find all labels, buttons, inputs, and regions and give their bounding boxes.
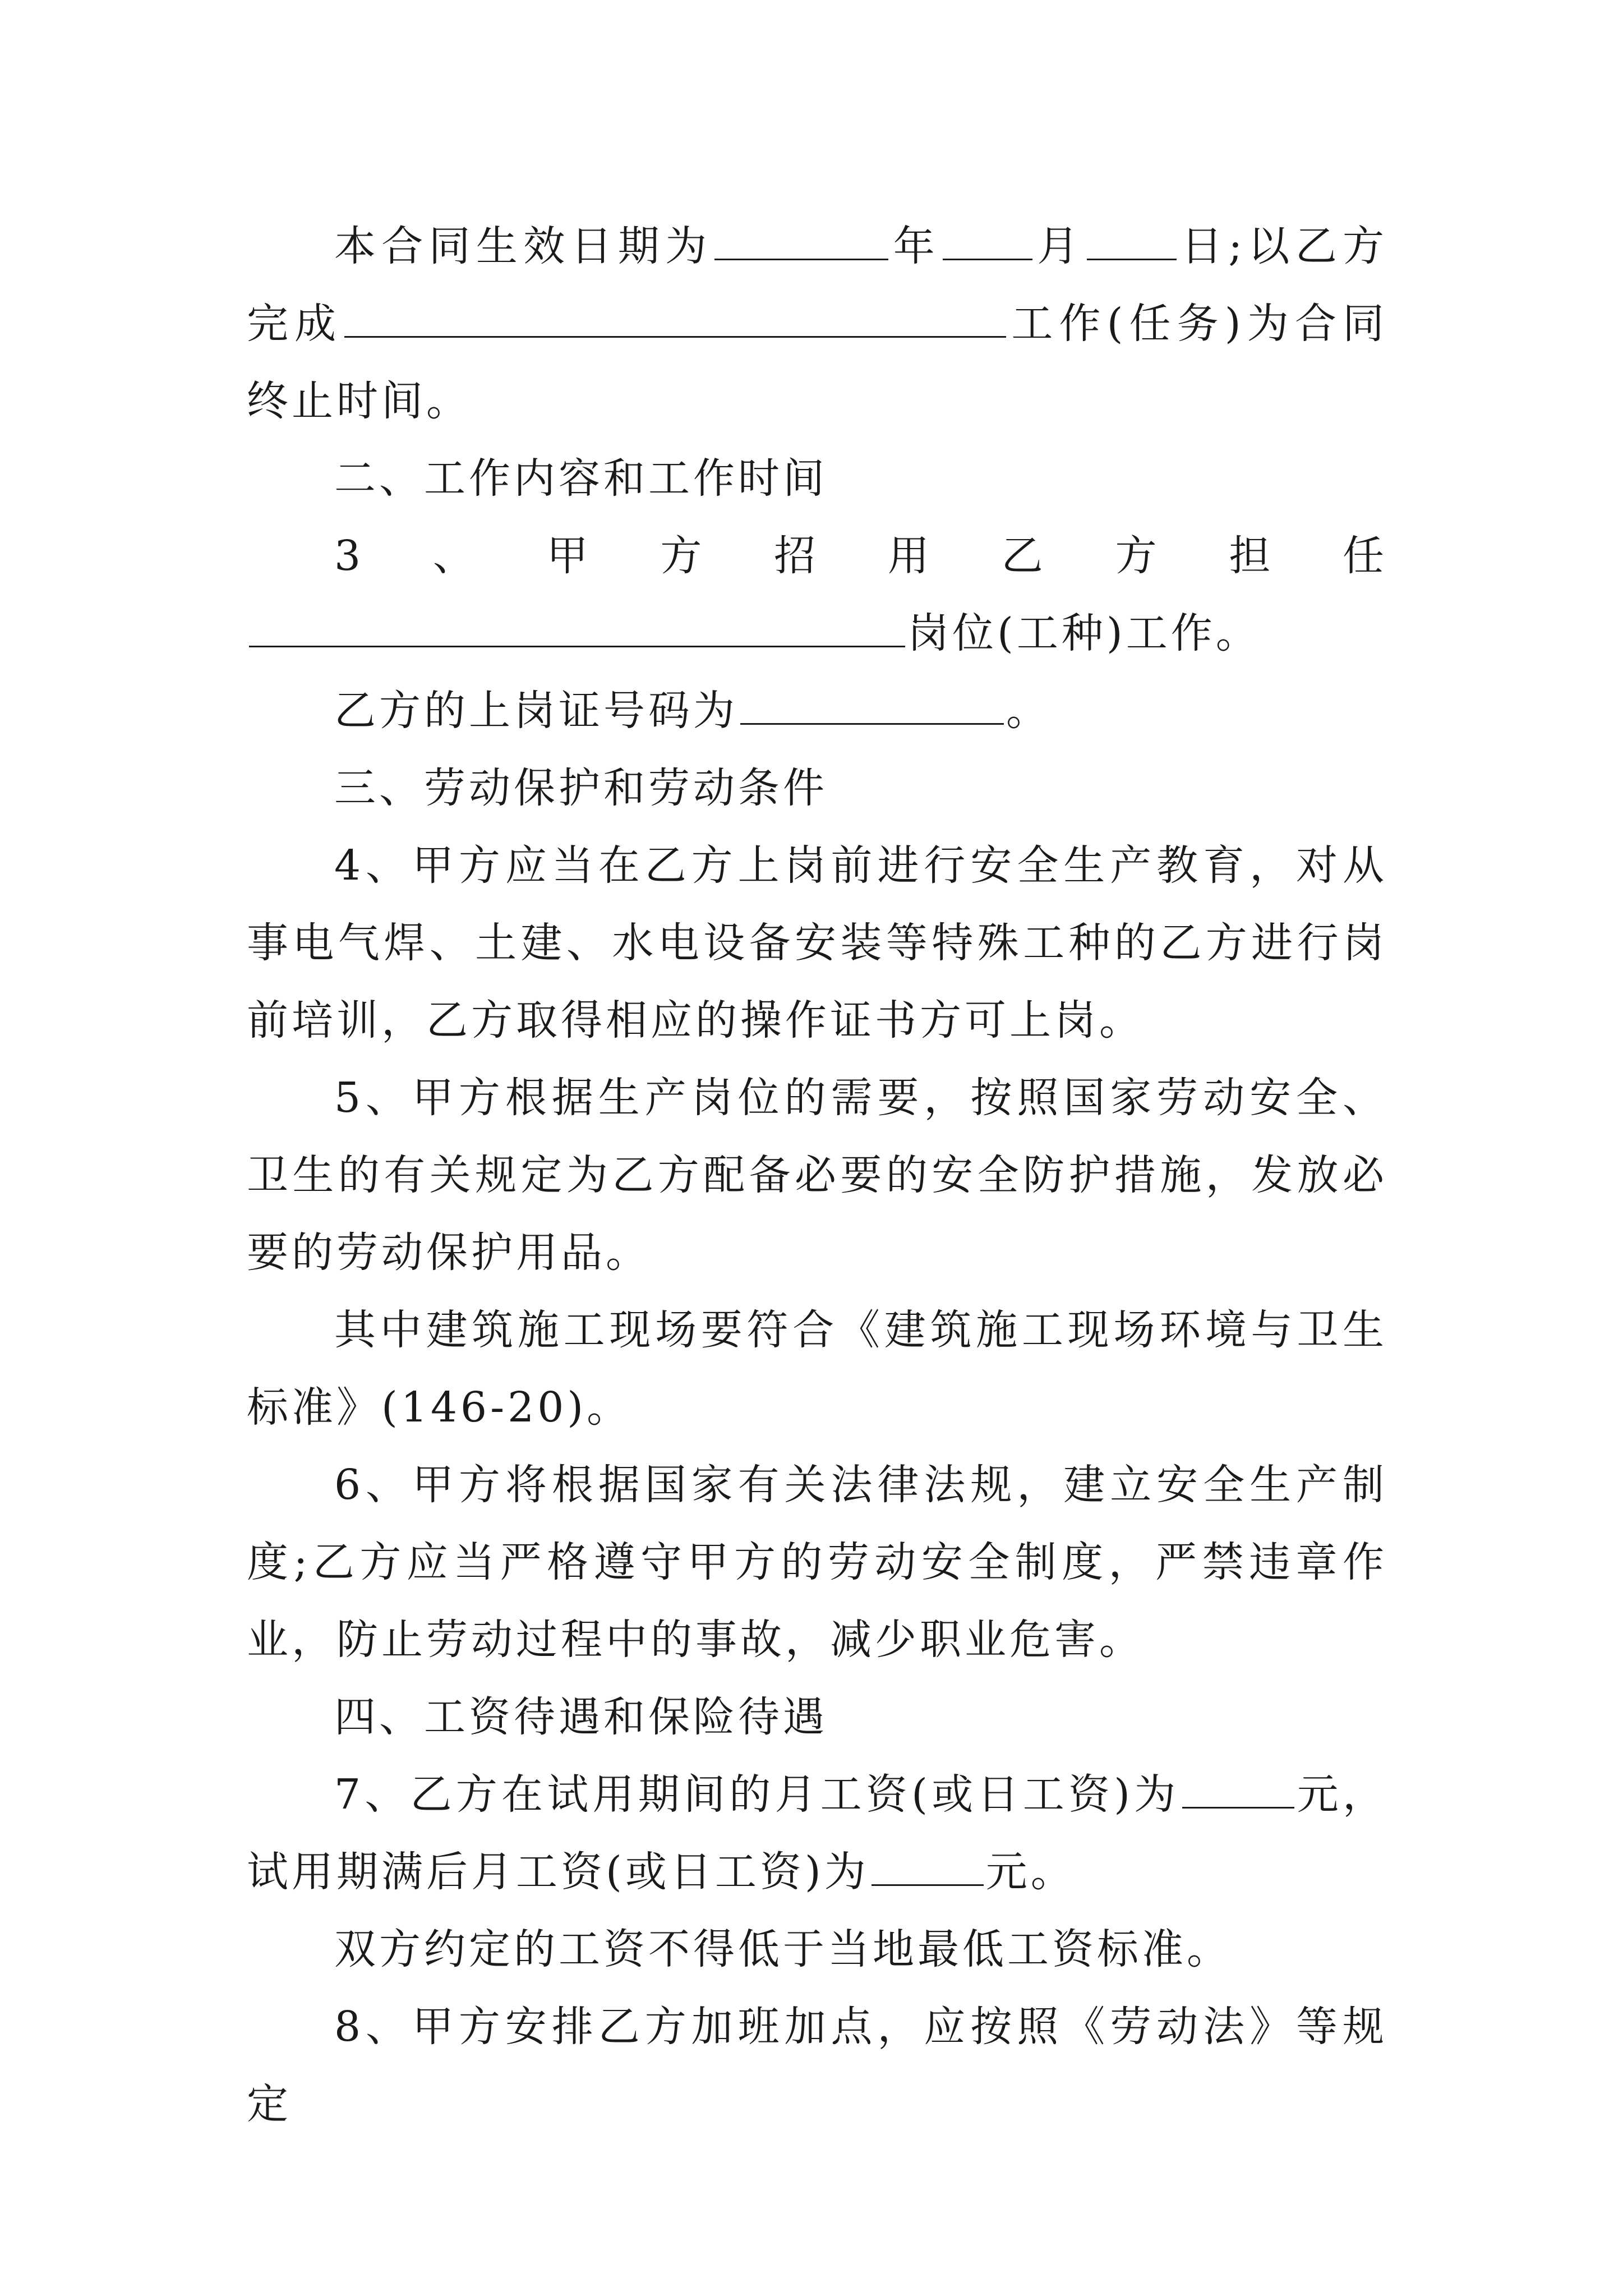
paragraph-certificate (247, 672, 1387, 749)
blank-regular-wage[interactable] (872, 1851, 984, 1886)
text-certificate-end: 。 (1006, 687, 1051, 735)
document-body (247, 208, 1387, 2143)
paragraph-overtime: 8、甲方安排乙方加班加点，应按照《劳动法》等规定 (247, 2003, 1387, 2128)
text-regular-wage: 元，试用期满后月工资(或日工资)为 (247, 1770, 1388, 1896)
blank-year[interactable] (714, 225, 888, 260)
paragraph-safety-system: 6、甲方将根据国家有关法律法规，建立安全生产制度;乙方应当严格遵守甲方的劳动安全制度，严禁违章作业，防止劳动过程中的事故，减少职业危害。 (247, 1461, 1387, 1664)
text-day-complete: 日;以乙方完成 (247, 222, 1388, 348)
blank-day[interactable] (1087, 225, 1177, 260)
text-wage-end: 元。 (985, 1848, 1076, 1896)
paragraph-minimum-wage: 双方约定的工资不得低于当地最低工资标准。 (334, 1925, 1232, 1973)
text-month: 月 (1035, 222, 1085, 270)
blank-position[interactable] (249, 612, 905, 647)
paragraph-effective-date (247, 208, 1387, 440)
paragraph-construction-standard: 其中建筑施工现场要符合《建筑施工现场环境与卫生标准》(146-20)。 (247, 1306, 1387, 1432)
blank-month[interactable] (943, 225, 1032, 260)
blank-probation-wage[interactable] (1182, 1773, 1294, 1809)
paragraph-position (247, 517, 1387, 672)
blank-certificate[interactable] (740, 689, 1004, 725)
text-termination: 工作(任务)为合同终止时间。 (247, 300, 1387, 425)
text-effective-date-label: 本合同生效日期为 (334, 222, 713, 270)
text-year: 年 (891, 222, 940, 270)
text-certificate-label: 乙方的上岗证号码为 (334, 687, 738, 735)
heading-labor-protection: 三、劳动保护和劳动条件 (334, 764, 828, 812)
paragraph-wage (247, 1756, 1387, 1911)
paragraph-safety-education: 4、甲方应当在乙方上岗前进行安全生产教育，对从事电气焊、土建、水电设备安装等特殊工种的乙方进行岗前培训，乙方取得相应的操作证书方可上岗。 (247, 841, 1387, 1045)
heading-wages: 四、工资待遇和保险待遇 (334, 1693, 828, 1741)
blank-task[interactable] (344, 302, 1006, 338)
paragraph-protection-equipment: 5、甲方根据生产岗位的需要，按照国家劳动安全、卫生的有关规定为乙方配备必要的安全防护措施，发放必要的劳动保护用品。 (247, 1074, 1387, 1277)
text-position-suffix: 岗位(工种)工作。 (907, 609, 1261, 657)
text-position-label: 3、甲方招用乙方担任 (334, 532, 1387, 580)
heading-work-content: 二、工作内容和工作时间 (334, 454, 828, 503)
text-probation-wage: 7、乙方在试用期间的月工资(或日工资)为 (334, 1770, 1180, 1819)
